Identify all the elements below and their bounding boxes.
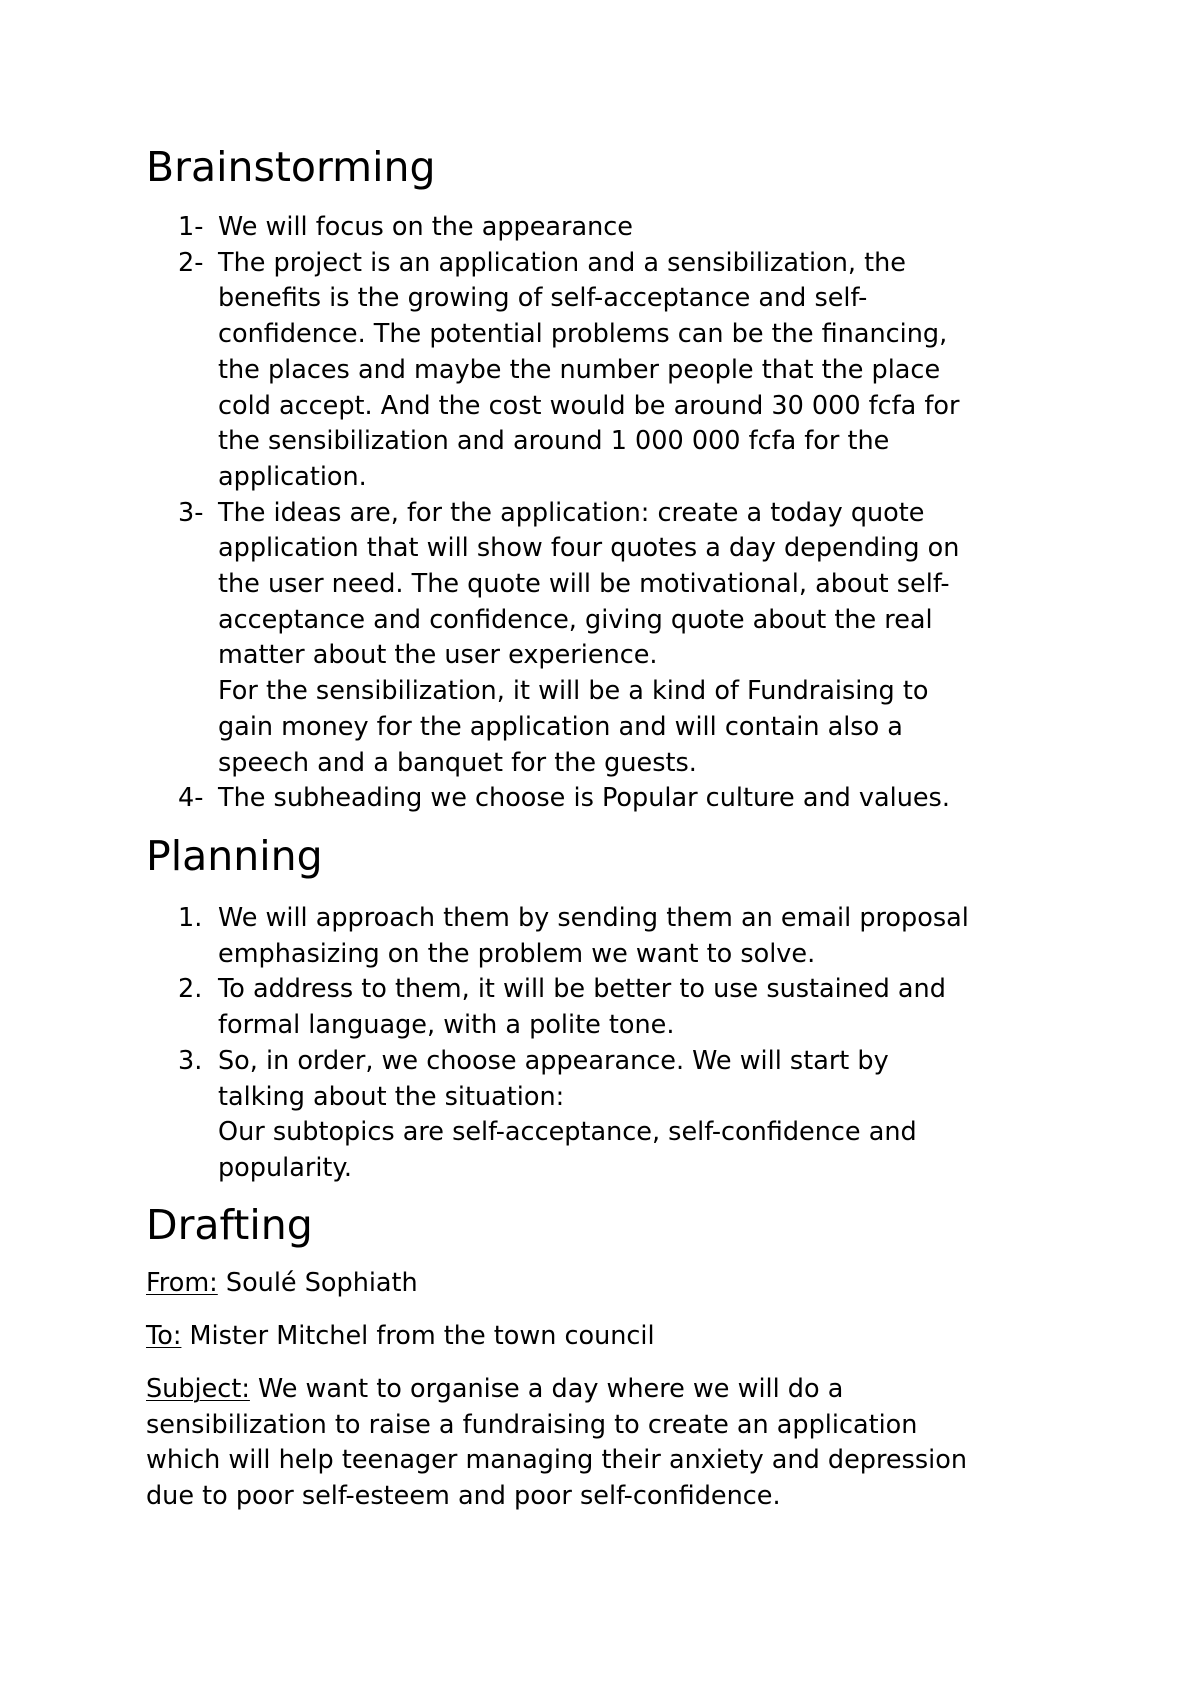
from-label: From: [146, 1268, 218, 1298]
list-item [146, 781, 959, 817]
item-text: The ideas are, for the application: create a today quote [218, 497, 925, 528]
item-text: For the sensibilization, it will be a kind of Fundraising to [218, 676, 929, 707]
item-text: We will focus on the appearance [218, 212, 633, 242]
subject-line [146, 1372, 967, 1408]
item-text: the places and maybe the number people that the place [218, 354, 941, 385]
item-text: application that will show four quotes a day depending on [218, 533, 960, 564]
item-text: cold accept. And the cost would be around 30 000 fcfa for [218, 390, 960, 421]
item-text: the sensibilization and around 1 000 000 fcfa for the [218, 426, 890, 457]
item-text: benefits is the growing of self-acceptance and self- [218, 283, 868, 314]
item-text: The project is an application and a sensibilization, the [218, 247, 906, 278]
list-item [146, 1044, 969, 1187]
item-text: the user need. The quote will be motivational, about self- [218, 569, 950, 600]
item-text: popularity. [218, 1152, 352, 1183]
subject-label: Subject: [146, 1374, 250, 1404]
subject-text: which will help teenager managing their anxiety and depression [146, 1445, 967, 1476]
from-value: Soulé Sophiath [217, 1268, 418, 1298]
list-item [146, 901, 969, 972]
item-text: To address to them, it will be better to use sustained and [218, 974, 946, 1005]
to-value: Mister Mitchel from the town council [181, 1321, 655, 1351]
subject-text: We want to organise a day where we will do a [249, 1374, 844, 1404]
item-number: 3. [178, 1045, 203, 1076]
to-line [146, 1319, 655, 1355]
item-text: acceptance and confidence, giving quote about the real [218, 604, 933, 635]
item-number: 3- [178, 497, 204, 528]
list-item [146, 496, 959, 782]
list-item [146, 972, 969, 1043]
to-label: To: [146, 1321, 182, 1351]
item-number: 1. [178, 903, 203, 933]
item-text: application. [218, 461, 367, 492]
item-text: Our subtopics are self-acceptance, self-confidence and [218, 1117, 917, 1148]
brainstorming-list [146, 210, 959, 817]
subject-text: sensibilization to raise a fundraising to create an application [146, 1409, 918, 1440]
item-text: speech and a banquet for the guests. [218, 747, 697, 778]
item-text: The subheading we choose is Popular culture and values. [218, 783, 950, 814]
item-number: 4- [178, 783, 204, 814]
drafting-heading: Drafting [146, 1201, 313, 1249]
item-text: emphasizing on the problem we want to solve. [218, 938, 816, 969]
subject-block [146, 1372, 967, 1515]
item-number: 2. [178, 974, 203, 1005]
item-number: 2- [178, 247, 204, 278]
item-text: We will approach them by sending them an email proposal [218, 903, 969, 933]
planning-list [146, 901, 969, 1187]
brainstorming-heading: Brainstorming [146, 143, 436, 191]
item-text: So, in order, we choose appearance. We will start by [218, 1045, 889, 1076]
list-item [146, 246, 959, 496]
list-item [146, 210, 959, 246]
planning-heading: Planning [146, 832, 323, 880]
from-line [146, 1266, 418, 1302]
item-text: talking about the situation: [218, 1081, 565, 1112]
item-number: 1- [178, 212, 204, 242]
item-text: matter about the user experience. [218, 640, 658, 671]
item-text: gain money for the application and will contain also a [218, 711, 903, 742]
item-text: formal language, with a polite tone. [218, 1010, 675, 1041]
subject-text: due to poor self-esteem and poor self-confidence. [146, 1481, 781, 1512]
item-text: confidence. The potential problems can be the financing, [218, 319, 948, 350]
